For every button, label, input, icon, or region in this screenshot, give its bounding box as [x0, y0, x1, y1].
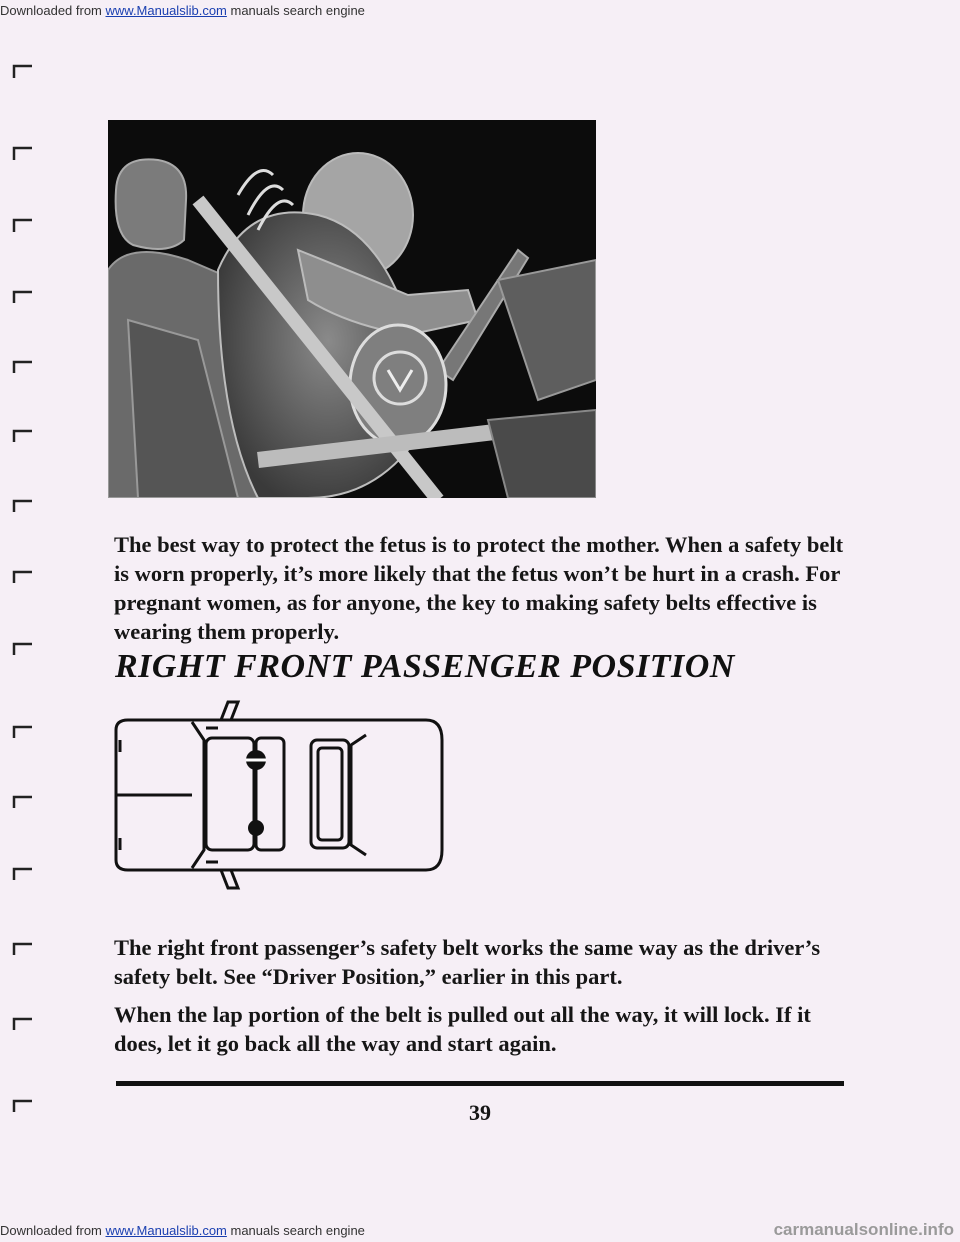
binding-margin-marks [0, 0, 60, 1242]
section-heading: RIGHT FRONT PASSENGER POSITION [115, 648, 735, 685]
banner-suffix: manuals search engine [226, 1223, 365, 1238]
manualslib-link[interactable]: www.Manualslib.com [105, 1223, 227, 1238]
banner-suffix: manuals search engine [226, 3, 365, 18]
paragraph-fetus-protection: The best way to protect the fetus is to protect the mother. When a safety belt is worn properly, it’s more likely that the fetus won’t be hurt in a crash. For pregnant women, as for anyone, the key to making safety belts effective is wearing them properly. [114, 532, 844, 644]
pregnant-woman-seatbelt-illustration [108, 120, 596, 498]
footer-rule [116, 1081, 844, 1086]
download-banner-bottom [0, 1220, 365, 1242]
car-seating-diagram [106, 700, 450, 890]
paragraph-right-front-belt: The right front passenger’s safety belt works the same way as the driver’s safety belt. See “Driver Position,” earlier in this part. [114, 935, 821, 989]
page-number: 39 [469, 1100, 491, 1125]
watermark: carmanualsonline.info [773, 1220, 954, 1239]
banner-prefix: Downloaded from [0, 1223, 106, 1238]
manualslib-link[interactable]: www.Manualslib.com [105, 3, 227, 18]
paragraph-lap-portion: When the lap portion of the belt is pulled out all the way, it will lock. If it does, let it go back all the way and start again. [114, 1002, 811, 1056]
banner-prefix: Downloaded from [0, 3, 106, 18]
